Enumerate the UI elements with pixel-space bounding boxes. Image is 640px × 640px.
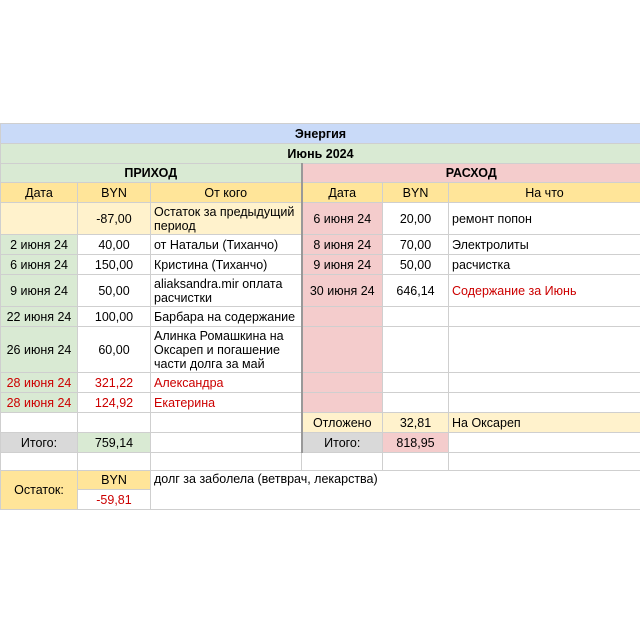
income-amount-cell[interactable]: 100,00	[78, 307, 151, 327]
income-empty-cell[interactable]	[1, 413, 78, 433]
income-empty-cell[interactable]	[78, 413, 151, 433]
expense-amount-cell[interactable]: 70,00	[383, 235, 449, 255]
income-date-cell[interactable]	[1, 203, 78, 235]
income-total-value[interactable]: 759,14	[78, 433, 151, 453]
income-amount-cell[interactable]: 321,22	[78, 373, 151, 393]
income-date-cell[interactable]: 2 июня 24	[1, 235, 78, 255]
spreadsheet	[0, 123, 640, 510]
income-from-cell[interactable]: Александра	[151, 373, 302, 393]
income-from-cell[interactable]: Остаток за предыдущий период	[151, 203, 302, 235]
income-section-header[interactable]: ПРИХОД	[1, 164, 302, 183]
income-date-cell[interactable]: 26 июня 24	[1, 327, 78, 373]
income-amount-cell[interactable]: 150,00	[78, 255, 151, 275]
expense-total-value[interactable]: 818,95	[383, 433, 449, 453]
income-amount-cell[interactable]: 124,92	[78, 393, 151, 413]
balance-currency[interactable]: BYN	[78, 471, 151, 490]
empty-cell[interactable]	[1, 453, 78, 471]
income-col-from[interactable]: От кого	[151, 183, 302, 203]
expense-total-label[interactable]: Итого:	[302, 433, 383, 453]
month-title[interactable]: Июнь 2024	[1, 144, 640, 164]
expense-date-cell[interactable]	[302, 307, 383, 327]
expense-deferred-label[interactable]: Отложено	[302, 413, 383, 433]
expense-deferred-amount[interactable]: 32,81	[383, 413, 449, 433]
expense-section-header[interactable]: РАСХОД	[302, 164, 640, 183]
expense-for-cell[interactable]: ремонт попон	[449, 203, 640, 235]
income-from-cell[interactable]: Кристина (Тиханчо)	[151, 255, 302, 275]
income-empty-cell[interactable]	[151, 433, 302, 453]
empty-cell[interactable]	[78, 453, 151, 471]
expense-date-cell[interactable]: 6 июня 24	[302, 203, 383, 235]
balance-note[interactable]: долг за заболела (ветврач, лекарства)	[151, 471, 640, 510]
balance-value[interactable]: -59,81	[78, 490, 151, 510]
expense-col-for[interactable]: На что	[449, 183, 640, 203]
income-date-cell[interactable]: 9 июня 24	[1, 275, 78, 307]
income-from-cell[interactable]: aliaksandra.mir оплата расчистки	[151, 275, 302, 307]
empty-cell[interactable]	[302, 453, 383, 471]
income-total-label[interactable]: Итого:	[1, 433, 78, 453]
income-col-date[interactable]: Дата	[1, 183, 78, 203]
expense-amount-cell[interactable]: 646,14	[383, 275, 449, 307]
expense-empty-cell[interactable]	[449, 433, 640, 453]
income-from-cell[interactable]: Екатерина	[151, 393, 302, 413]
expense-date-cell[interactable]	[302, 373, 383, 393]
empty-cell[interactable]	[383, 453, 449, 471]
empty-cell[interactable]	[151, 453, 302, 471]
income-amount-cell[interactable]: -87,00	[78, 203, 151, 235]
expense-for-cell[interactable]	[449, 307, 640, 327]
expense-date-cell[interactable]: 9 июня 24	[302, 255, 383, 275]
income-date-cell[interactable]: 22 июня 24	[1, 307, 78, 327]
empty-cell[interactable]	[449, 453, 640, 471]
income-amount-cell[interactable]: 60,00	[78, 327, 151, 373]
expense-amount-cell[interactable]	[383, 373, 449, 393]
income-empty-cell[interactable]	[151, 413, 302, 433]
expense-col-byn[interactable]: BYN	[383, 183, 449, 203]
expense-col-date[interactable]: Дата	[302, 183, 383, 203]
expense-amount-cell[interactable]	[383, 327, 449, 373]
expense-amount-cell[interactable]: 50,00	[383, 255, 449, 275]
expense-date-cell[interactable]	[302, 393, 383, 413]
expense-amount-cell[interactable]: 20,00	[383, 203, 449, 235]
expense-amount-cell[interactable]	[383, 307, 449, 327]
income-date-cell[interactable]: 28 июня 24	[1, 393, 78, 413]
balance-label[interactable]: Остаток:	[1, 471, 78, 510]
income-amount-cell[interactable]: 40,00	[78, 235, 151, 255]
income-col-byn[interactable]: BYN	[78, 183, 151, 203]
expense-date-cell[interactable]	[302, 327, 383, 373]
expense-amount-cell[interactable]	[383, 393, 449, 413]
expense-date-cell[interactable]: 8 июня 24	[302, 235, 383, 255]
expense-date-cell[interactable]: 30 июня 24	[302, 275, 383, 307]
income-from-cell[interactable]: Алинка Ромашкина на Оксареп и погашение части долга за май	[151, 327, 302, 373]
sheet-title[interactable]: Энергия	[1, 124, 640, 144]
expense-for-cell[interactable]	[449, 373, 640, 393]
income-from-cell[interactable]: Барбара на содержание	[151, 307, 302, 327]
expense-for-cell[interactable]: расчистка	[449, 255, 640, 275]
income-amount-cell[interactable]: 50,00	[78, 275, 151, 307]
expense-for-cell[interactable]	[449, 327, 640, 373]
expense-for-cell[interactable]	[449, 393, 640, 413]
expense-for-cell[interactable]: Электролиты	[449, 235, 640, 255]
expense-for-cell[interactable]: Содержание за Июнь	[449, 275, 640, 307]
income-date-cell[interactable]: 6 июня 24	[1, 255, 78, 275]
income-from-cell[interactable]: от Натальи (Тиханчо)	[151, 235, 302, 255]
income-date-cell[interactable]: 28 июня 24	[1, 373, 78, 393]
expense-deferred-for[interactable]: На Оксареп	[449, 413, 640, 433]
